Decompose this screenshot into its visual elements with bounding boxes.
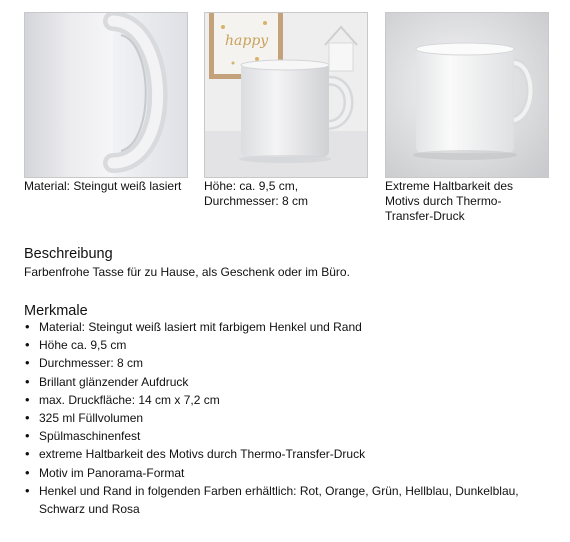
feature-item: • 325 ml Füllvolumen bbox=[24, 409, 544, 427]
feature-item: • Durchmesser: 8 cm bbox=[24, 354, 544, 372]
description-text: Farbenfrohe Tasse für zu Hause, als Geschenk oder im Büro. bbox=[24, 265, 350, 279]
feature-item: • Material: Steingut weiß lasiert mit farbigem Henkel und Rand bbox=[24, 318, 544, 336]
mug-front-view-image[interactable] bbox=[385, 12, 549, 178]
feature-item: • Spülmaschinenfest bbox=[24, 427, 544, 445]
features-title: Merkmale bbox=[24, 303, 88, 319]
caption-line: Höhe: ca. 9,5 cm, bbox=[204, 179, 299, 193]
mug-on-table-image[interactable] bbox=[204, 12, 368, 178]
feature-item: • Höhe ca. 9,5 cm bbox=[24, 336, 544, 354]
caption-line: Material: Steingut weiß lasiert bbox=[24, 179, 182, 193]
feature-item: • Motiv im Panorama-Format bbox=[24, 464, 544, 482]
gallery-caption-1 bbox=[24, 179, 194, 194]
feature-item: • extreme Haltbarkeit des Motivs durch Thermo-Transfer-Druck bbox=[24, 445, 544, 463]
mug-handle-closeup-image[interactable] bbox=[24, 12, 188, 178]
feature-item: • max. Druckfläche: 14 cm x 7,2 cm bbox=[24, 391, 544, 409]
caption-line: Motivs durch Thermo- bbox=[385, 194, 502, 208]
gallery-caption-2 bbox=[204, 179, 374, 209]
feature-item: • Brillant glänzender Aufdruck bbox=[24, 373, 544, 391]
mug-on-table-icon bbox=[205, 13, 367, 177]
description-title: Beschreibung bbox=[24, 246, 113, 262]
mug-front-view-icon bbox=[386, 13, 548, 177]
mug-handle-closeup-icon bbox=[25, 13, 187, 177]
poster-text: happy bbox=[225, 33, 269, 49]
gallery-caption-3 bbox=[385, 179, 555, 224]
caption-line: Durchmesser: 8 cm bbox=[204, 194, 309, 208]
features-list bbox=[24, 318, 544, 518]
caption-line: Transfer-Druck bbox=[385, 209, 465, 223]
feature-item: • Henkel und Rand in folgenden Farben erhältlich: Rot, Orange, Grün, Hellblau, Dunkelblau, Schwarz und Rosa bbox=[24, 482, 544, 518]
caption-line: Extreme Haltbarkeit des bbox=[385, 179, 514, 193]
